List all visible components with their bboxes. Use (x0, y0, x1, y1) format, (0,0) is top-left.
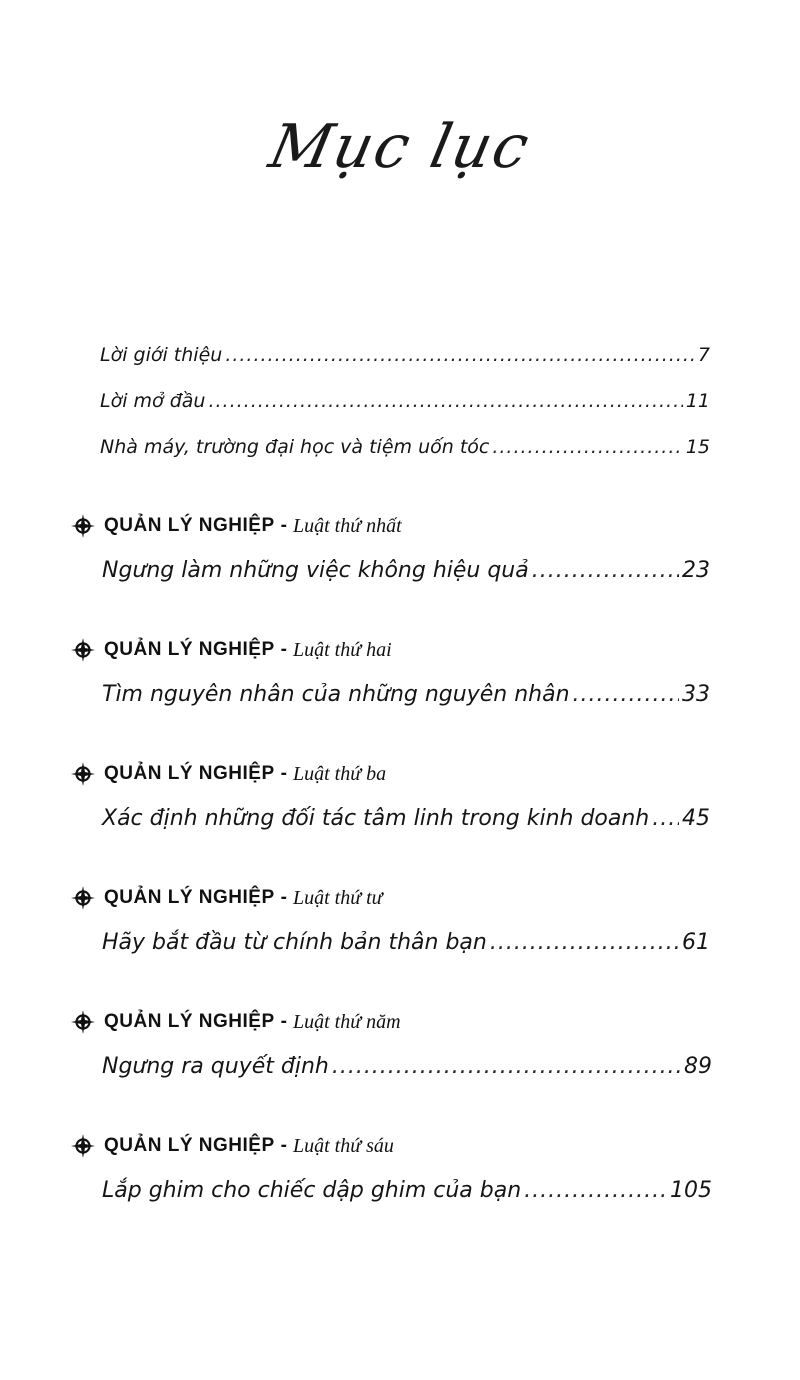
toc-entry[interactable] (102, 1174, 712, 1214)
toc-entry-label: Ngưng ra quyết định (102, 1054, 329, 1079)
toc-section (70, 756, 715, 842)
toc-section (70, 508, 715, 594)
dot-leader (490, 926, 679, 960)
section-title: QUẢN LÝ NGHIỆP (104, 887, 275, 908)
compass-rose-icon (70, 761, 96, 787)
toc-entry[interactable] (102, 926, 710, 966)
toc-entry-label: Lắp ghim cho chiếc dập ghim của bạn (102, 1178, 522, 1203)
compass-rose-icon (70, 885, 96, 911)
dot-leader (492, 432, 682, 462)
toc-entry[interactable] (102, 802, 710, 842)
section-separator: - (280, 1011, 287, 1032)
toc-section (70, 632, 715, 718)
dot-leader (532, 554, 679, 588)
section-heading (70, 508, 715, 544)
section-title: QUẢN LÝ NGHIỆP (104, 1135, 275, 1156)
section-title: QUẢN LÝ NGHIỆP (104, 639, 275, 660)
toc-entry-label: Hãy bắt đầu từ chính bản thân bạn (102, 930, 487, 955)
toc-entry-page: 61 (682, 930, 710, 955)
section-rule: Luật thứ năm (292, 1010, 401, 1033)
toc-entry[interactable] (102, 554, 710, 594)
toc-entry-label: Lời giới thiệu (100, 344, 223, 366)
toc-section (70, 1004, 715, 1090)
section-title: QUẢN LÝ NGHIỆP (104, 515, 275, 536)
toc-entry-page: 15 (685, 436, 710, 458)
section-title: QUẢN LÝ NGHIỆP (104, 1011, 275, 1032)
dot-leader (573, 678, 679, 712)
dot-leader (332, 1050, 681, 1084)
section-heading (70, 1004, 715, 1040)
section-heading (70, 1128, 715, 1164)
section-heading (70, 756, 715, 792)
toc-entry-label: Xác định những đối tác tâm linh trong kinh doanh (102, 806, 650, 831)
section-separator: - (280, 1135, 287, 1156)
section-title: QUẢN LÝ NGHIỆP (104, 763, 275, 784)
toc-section (70, 880, 715, 966)
section-rule: Luật thứ ba (292, 762, 387, 785)
page-title: Mục lục (263, 112, 537, 182)
toc-entry-label: Tìm nguyên nhân của những nguyên nhân (102, 682, 570, 707)
compass-rose-icon (70, 1009, 96, 1035)
dot-leader (208, 386, 682, 416)
toc-entry-page: 89 (684, 1054, 712, 1079)
section-separator: - (280, 887, 287, 908)
toc-entry-page: 33 (682, 682, 710, 707)
section-separator: - (280, 515, 287, 536)
dot-leader (225, 340, 695, 370)
dot-leader (652, 802, 679, 836)
toc-entry[interactable] (102, 1050, 712, 1090)
section-separator: - (280, 639, 287, 660)
toc-entry[interactable] (100, 432, 710, 478)
compass-rose-icon (70, 637, 96, 663)
toc-entry[interactable] (100, 340, 710, 386)
compass-rose-icon (70, 513, 96, 539)
toc-entry-page: 45 (682, 806, 710, 831)
toc-entry-label: Ngưng làm những việc không hiệu quả (102, 558, 529, 583)
toc-entry-page: 7 (697, 344, 710, 366)
toc-entry-label: Lời mở đầu (100, 390, 206, 412)
section-heading (70, 632, 715, 668)
toc-entry-page: 11 (685, 390, 710, 412)
compass-rose-icon (70, 1133, 96, 1159)
toc-entry-label: Nhà máy, trường đại học và tiệm uốn tóc (100, 436, 490, 458)
intro-entries (100, 340, 710, 478)
dot-leader (524, 1174, 667, 1208)
section-rule: Luật thứ sáu (292, 1134, 394, 1157)
section-rule: Luật thứ tư (292, 886, 383, 909)
toc-entry-page: 23 (682, 558, 710, 583)
toc-section (70, 1128, 715, 1214)
section-heading (70, 880, 715, 916)
toc-entry-page: 105 (670, 1178, 712, 1203)
section-separator: - (280, 763, 287, 784)
toc-entry[interactable] (102, 678, 710, 718)
toc-entry[interactable] (100, 386, 710, 432)
section-rule: Luật thứ nhất (292, 514, 402, 537)
section-rule: Luật thứ hai (292, 638, 392, 661)
